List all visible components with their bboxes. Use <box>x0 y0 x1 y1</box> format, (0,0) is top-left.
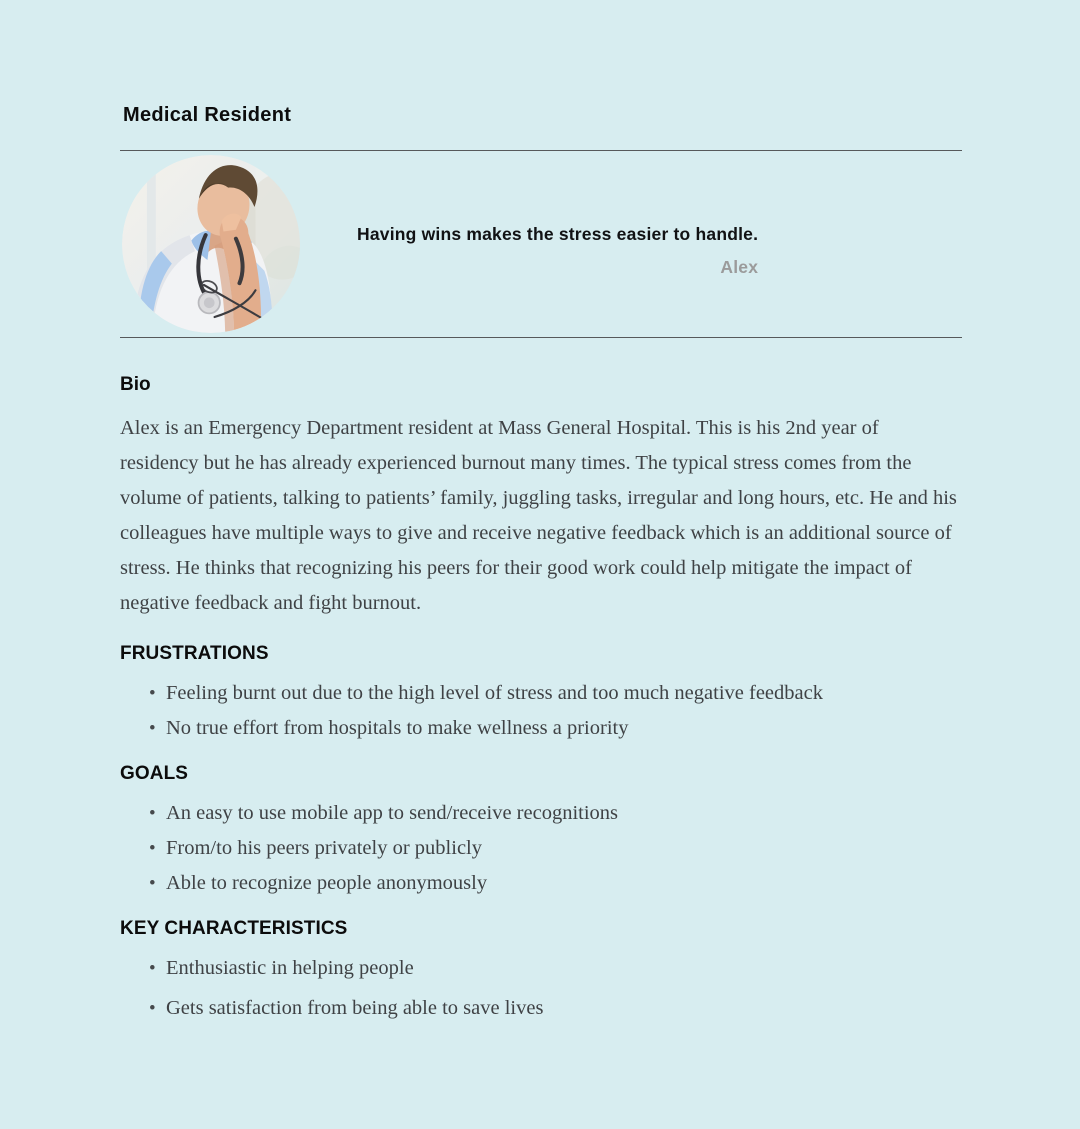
quote-block <box>357 223 758 337</box>
list-item: • Gets satisfaction from being able to save lives <box>166 996 962 1021</box>
quote-text: Having wins makes the stress easier to handle. <box>357 224 759 244</box>
bio-heading: Bio <box>120 374 151 395</box>
section-heading-goals: GOALS <box>120 763 189 784</box>
goals-list <box>120 801 962 896</box>
persona-content <box>120 0 962 1021</box>
quote-attribution: Alex <box>720 257 759 277</box>
resident-photo <box>122 155 300 333</box>
profile-section <box>120 151 962 337</box>
key-characteristics-list <box>120 956 962 1021</box>
bio-text: Alex is an Emergency Department resident at Mass General Hospital. This is his 2nd year of residency but he has already experienced burnout many times. The typical stress comes from the volume of patients, talking to patients’ family, juggling tasks, irregular and long hours, etc. He and his colleagues have multiple ways to give and receive negative feedback which is an additional source of stress. He thinks that recognizing his peers for their good work could help mitigate the impact of negative feedback and fight burnout. <box>120 417 957 614</box>
bottom-divider <box>120 337 962 338</box>
list-item: • No true effort from hospitals to make wellness a priority <box>166 716 962 741</box>
list-item: • An easy to use mobile app to send/receive recognitions <box>166 801 962 826</box>
resident-photo-illustration <box>122 155 300 333</box>
list-item: • From/to his peers privately or publicly <box>166 836 962 861</box>
list-item: • Able to recognize people anonymously <box>166 871 962 896</box>
section-heading-frustrations: FRUSTRATIONS <box>120 643 269 664</box>
section-heading-key-characteristics: KEY CHARACTERISTICS <box>120 918 348 939</box>
list-item: • Enthusiastic in helping people <box>166 956 962 981</box>
page-title: Medical Resident <box>123 104 292 126</box>
frustrations-list <box>120 681 962 741</box>
list-item: • Feeling burnt out due to the high level of stress and too much negative feedback <box>166 681 962 706</box>
